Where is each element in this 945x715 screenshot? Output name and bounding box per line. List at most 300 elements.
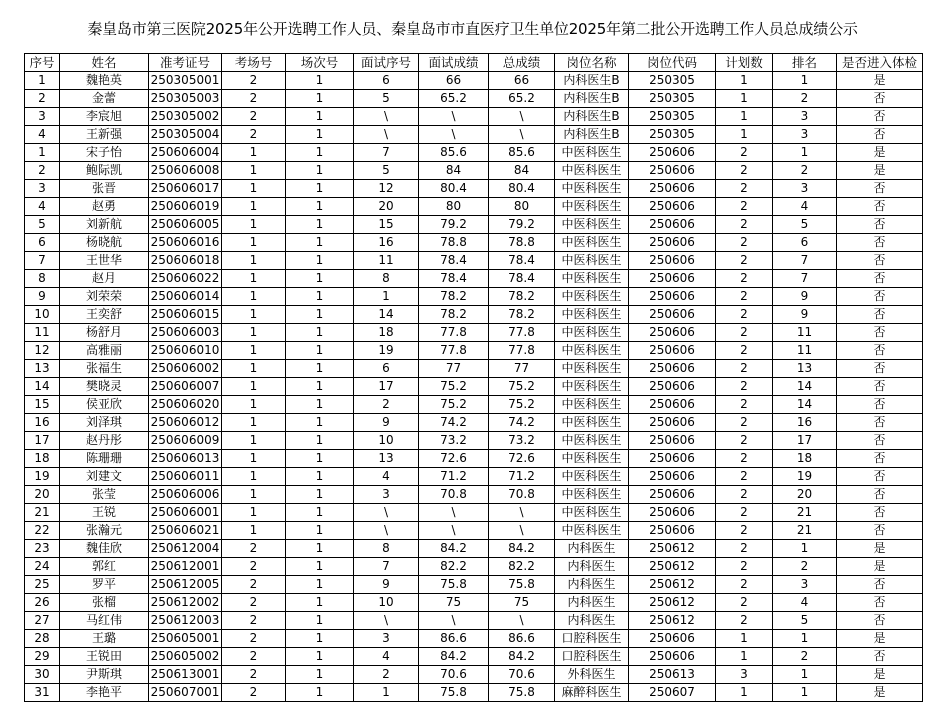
cell-interview-order: 6 — [354, 72, 419, 90]
cell-total-score: 77.8 — [489, 342, 555, 360]
cell-ticket-number: 250612003 — [149, 612, 222, 630]
cell-post-code: 250606 — [629, 414, 716, 432]
cell-interview-score: 78.2 — [419, 288, 489, 306]
cell-post-code: 250606 — [629, 630, 716, 648]
cell-session: 1 — [286, 216, 354, 234]
cell-session: 1 — [286, 396, 354, 414]
cell-session: 1 — [286, 198, 354, 216]
cell-interview-order: \ — [354, 612, 419, 630]
cell-name: 杨舒月 — [60, 324, 149, 342]
cell-ticket-number: 250606010 — [149, 342, 222, 360]
cell-post-name: 内科医生B — [555, 90, 629, 108]
cell-rank: 18 — [773, 450, 837, 468]
cell-index: 6 — [25, 234, 60, 252]
cell-exam-room: 1 — [222, 486, 286, 504]
cell-post-code: 250606 — [629, 234, 716, 252]
cell-interview-score: 77.8 — [419, 324, 489, 342]
cell-total-score: \ — [489, 522, 555, 540]
cell-total-score: 74.2 — [489, 414, 555, 432]
cell-exam-room: 1 — [222, 216, 286, 234]
table-header-row — [25, 54, 923, 72]
cell-post-name: 内科医生 — [555, 612, 629, 630]
cell-interview-order: 2 — [354, 666, 419, 684]
cell-exam-room: 2 — [222, 126, 286, 144]
cell-exam-room: 1 — [222, 468, 286, 486]
cell-exam-room: 1 — [222, 180, 286, 198]
cell-post-name: 中医科医生 — [555, 360, 629, 378]
cell-rank: 1 — [773, 630, 837, 648]
cell-interview-order: 4 — [354, 468, 419, 486]
cell-name: 魏艳英 — [60, 72, 149, 90]
cell-rank: 2 — [773, 648, 837, 666]
cell-ticket-number: 250606015 — [149, 306, 222, 324]
cell-plan-count: 1 — [716, 648, 773, 666]
cell-post-name: 中医科医生 — [555, 198, 629, 216]
cell-physical-exam: 否 — [837, 504, 923, 522]
cell-interview-order: 10 — [354, 594, 419, 612]
cell-interview-score: 86.6 — [419, 630, 489, 648]
cell-index: 2 — [25, 162, 60, 180]
table-row — [25, 630, 923, 648]
cell-post-code: 250606 — [629, 360, 716, 378]
cell-physical-exam: 否 — [837, 198, 923, 216]
cell-session: 1 — [286, 648, 354, 666]
table-row — [25, 270, 923, 288]
cell-ticket-number: 250612005 — [149, 576, 222, 594]
cell-name: 张榴 — [60, 594, 149, 612]
cell-interview-order: 16 — [354, 234, 419, 252]
cell-plan-count: 2 — [716, 432, 773, 450]
cell-rank: 2 — [773, 90, 837, 108]
cell-index: 16 — [25, 414, 60, 432]
cell-exam-room: 2 — [222, 540, 286, 558]
cell-rank: 5 — [773, 216, 837, 234]
cell-interview-score: 85.6 — [419, 144, 489, 162]
cell-ticket-number: 250606012 — [149, 414, 222, 432]
cell-plan-count: 3 — [716, 666, 773, 684]
header-ticket-number: 准考证号 — [149, 54, 222, 72]
table-row — [25, 612, 923, 630]
table-row — [25, 198, 923, 216]
cell-interview-order: \ — [354, 126, 419, 144]
cell-post-code: 250606 — [629, 288, 716, 306]
cell-name: 杨晓航 — [60, 234, 149, 252]
header-rank: 排名 — [773, 54, 837, 72]
table-row — [25, 576, 923, 594]
cell-ticket-number: 250606007 — [149, 378, 222, 396]
cell-interview-order: 11 — [354, 252, 419, 270]
cell-post-code: 250305 — [629, 108, 716, 126]
cell-ticket-number: 250607001 — [149, 684, 222, 702]
cell-rank: 14 — [773, 378, 837, 396]
cell-interview-order: 15 — [354, 216, 419, 234]
cell-total-score: \ — [489, 504, 555, 522]
cell-index: 19 — [25, 468, 60, 486]
cell-post-name: 中医科医生 — [555, 432, 629, 450]
cell-index: 4 — [25, 126, 60, 144]
cell-session: 1 — [286, 144, 354, 162]
cell-interview-order: 9 — [354, 414, 419, 432]
cell-physical-exam: 否 — [837, 234, 923, 252]
cell-physical-exam: 是 — [837, 666, 923, 684]
cell-post-code: 250606 — [629, 144, 716, 162]
cell-interview-score: 77 — [419, 360, 489, 378]
cell-post-code: 250606 — [629, 432, 716, 450]
cell-ticket-number: 250612001 — [149, 558, 222, 576]
cell-name: 刘荣荣 — [60, 288, 149, 306]
cell-post-name: 中医科医生 — [555, 414, 629, 432]
cell-name: 王世华 — [60, 252, 149, 270]
cell-session: 1 — [286, 90, 354, 108]
cell-rank: 1 — [773, 666, 837, 684]
cell-plan-count: 1 — [716, 108, 773, 126]
header-interview-score: 面试成绩 — [419, 54, 489, 72]
cell-session: 1 — [286, 684, 354, 702]
cell-physical-exam: 否 — [837, 108, 923, 126]
cell-interview-order: 5 — [354, 162, 419, 180]
cell-post-code: 250606 — [629, 180, 716, 198]
table-row — [25, 288, 923, 306]
cell-interview-score: 75.2 — [419, 378, 489, 396]
cell-interview-order: 3 — [354, 486, 419, 504]
cell-total-score: 84.2 — [489, 540, 555, 558]
cell-ticket-number: 250606002 — [149, 360, 222, 378]
cell-post-code: 250606 — [629, 378, 716, 396]
table-row — [25, 558, 923, 576]
cell-exam-room: 1 — [222, 306, 286, 324]
cell-post-code: 250606 — [629, 450, 716, 468]
cell-session: 1 — [286, 306, 354, 324]
cell-plan-count: 2 — [716, 198, 773, 216]
cell-plan-count: 2 — [716, 594, 773, 612]
cell-physical-exam: 否 — [837, 468, 923, 486]
table-row — [25, 540, 923, 558]
cell-plan-count: 1 — [716, 90, 773, 108]
cell-interview-score: 84.2 — [419, 648, 489, 666]
cell-total-score: 80.4 — [489, 180, 555, 198]
cell-name: 赵丹彤 — [60, 432, 149, 450]
cell-post-name: 中医科医生 — [555, 144, 629, 162]
cell-post-name: 中医科医生 — [555, 288, 629, 306]
cell-physical-exam: 否 — [837, 324, 923, 342]
cell-index: 9 — [25, 288, 60, 306]
cell-total-score: 82.2 — [489, 558, 555, 576]
cell-ticket-number: 250305001 — [149, 72, 222, 90]
cell-index: 26 — [25, 594, 60, 612]
cell-post-code: 250606 — [629, 522, 716, 540]
cell-rank: 13 — [773, 360, 837, 378]
cell-name: 张瀚元 — [60, 522, 149, 540]
cell-index: 12 — [25, 342, 60, 360]
cell-physical-exam: 否 — [837, 378, 923, 396]
cell-post-code: 250305 — [629, 72, 716, 90]
cell-total-score: 75 — [489, 594, 555, 612]
cell-index: 10 — [25, 306, 60, 324]
cell-plan-count: 2 — [716, 396, 773, 414]
cell-session: 1 — [286, 72, 354, 90]
cell-total-score: 78.8 — [489, 234, 555, 252]
cell-rank: 9 — [773, 306, 837, 324]
cell-session: 1 — [286, 108, 354, 126]
cell-rank: 11 — [773, 324, 837, 342]
cell-plan-count: 2 — [716, 504, 773, 522]
cell-index: 15 — [25, 396, 60, 414]
cell-name: 金蕾 — [60, 90, 149, 108]
cell-name: 李宸旭 — [60, 108, 149, 126]
cell-post-name: 中医科医生 — [555, 180, 629, 198]
page-title: 秦皇岛市第三医院2025年公开选聘工作人员、秦皇岛市市直医疗卫生单位2025年第二批公开选聘工作人员总成绩公示 — [87, 20, 858, 38]
table-row — [25, 342, 923, 360]
cell-ticket-number: 250305003 — [149, 90, 222, 108]
cell-session: 1 — [286, 432, 354, 450]
cell-interview-order: 19 — [354, 342, 419, 360]
cell-plan-count: 1 — [716, 684, 773, 702]
cell-ticket-number: 250606021 — [149, 522, 222, 540]
cell-ticket-number: 250606009 — [149, 432, 222, 450]
cell-total-score: 77.8 — [489, 324, 555, 342]
table-row — [25, 126, 923, 144]
table-body — [25, 72, 923, 702]
cell-post-name: 中医科医生 — [555, 522, 629, 540]
cell-post-code: 250305 — [629, 90, 716, 108]
cell-interview-score: 75 — [419, 594, 489, 612]
cell-rank: 7 — [773, 270, 837, 288]
cell-post-name: 中医科医生 — [555, 252, 629, 270]
cell-rank: 1 — [773, 540, 837, 558]
cell-interview-score: 78.4 — [419, 252, 489, 270]
cell-physical-exam: 否 — [837, 450, 923, 468]
cell-index: 29 — [25, 648, 60, 666]
table-row — [25, 666, 923, 684]
cell-exam-room: 1 — [222, 360, 286, 378]
cell-post-name: 口腔科医生 — [555, 648, 629, 666]
cell-physical-exam: 否 — [837, 90, 923, 108]
table-row — [25, 324, 923, 342]
cell-interview-order: 8 — [354, 270, 419, 288]
table-row — [25, 162, 923, 180]
cell-total-score: 78.4 — [489, 252, 555, 270]
cell-index: 1 — [25, 144, 60, 162]
cell-session: 1 — [286, 594, 354, 612]
cell-exam-room: 2 — [222, 72, 286, 90]
cell-exam-room: 1 — [222, 378, 286, 396]
cell-post-code: 250606 — [629, 396, 716, 414]
cell-exam-room: 1 — [222, 324, 286, 342]
cell-name: 张福生 — [60, 360, 149, 378]
cell-total-score: \ — [489, 612, 555, 630]
cell-total-score: 75.8 — [489, 684, 555, 702]
cell-plan-count: 2 — [716, 252, 773, 270]
cell-total-score: 73.2 — [489, 432, 555, 450]
cell-interview-order: 7 — [354, 558, 419, 576]
cell-plan-count: 2 — [716, 612, 773, 630]
cell-interview-order: 4 — [354, 648, 419, 666]
cell-rank: 3 — [773, 108, 837, 126]
cell-ticket-number: 250606020 — [149, 396, 222, 414]
cell-index: 1 — [25, 72, 60, 90]
cell-plan-count: 1 — [716, 126, 773, 144]
cell-ticket-number: 250606001 — [149, 504, 222, 522]
cell-session: 1 — [286, 612, 354, 630]
cell-exam-room: 1 — [222, 144, 286, 162]
cell-interview-order: 9 — [354, 576, 419, 594]
cell-index: 31 — [25, 684, 60, 702]
table-row — [25, 90, 923, 108]
cell-physical-exam: 否 — [837, 126, 923, 144]
cell-physical-exam: 否 — [837, 576, 923, 594]
cell-post-code: 250606 — [629, 252, 716, 270]
cell-post-name: 中医科医生 — [555, 378, 629, 396]
cell-index: 24 — [25, 558, 60, 576]
cell-name: 高雅丽 — [60, 342, 149, 360]
cell-post-name: 内科医生 — [555, 540, 629, 558]
cell-total-score: 78.4 — [489, 270, 555, 288]
cell-total-score: 85.6 — [489, 144, 555, 162]
cell-plan-count: 1 — [716, 630, 773, 648]
cell-physical-exam: 是 — [837, 684, 923, 702]
cell-post-code: 250612 — [629, 612, 716, 630]
cell-interview-order: 8 — [354, 540, 419, 558]
table-row — [25, 378, 923, 396]
cell-ticket-number: 250605002 — [149, 648, 222, 666]
cell-session: 1 — [286, 252, 354, 270]
cell-interview-order: 10 — [354, 432, 419, 450]
cell-rank: 1 — [773, 72, 837, 90]
table-row — [25, 216, 923, 234]
table-row — [25, 486, 923, 504]
cell-plan-count: 1 — [716, 72, 773, 90]
cell-session: 1 — [286, 630, 354, 648]
cell-ticket-number: 250606018 — [149, 252, 222, 270]
cell-plan-count: 2 — [716, 216, 773, 234]
cell-index: 5 — [25, 216, 60, 234]
cell-name: 樊晓灵 — [60, 378, 149, 396]
cell-name: 王锐田 — [60, 648, 149, 666]
cell-session: 1 — [286, 486, 354, 504]
cell-plan-count: 2 — [716, 414, 773, 432]
cell-interview-score: 80.4 — [419, 180, 489, 198]
cell-rank: 2 — [773, 162, 837, 180]
cell-total-score: 80 — [489, 198, 555, 216]
cell-interview-score: 84.2 — [419, 540, 489, 558]
table-row — [25, 468, 923, 486]
table-row — [25, 396, 923, 414]
cell-session: 1 — [286, 126, 354, 144]
cell-interview-score: 72.6 — [419, 450, 489, 468]
cell-plan-count: 2 — [716, 450, 773, 468]
cell-physical-exam: 否 — [837, 522, 923, 540]
cell-physical-exam: 是 — [837, 162, 923, 180]
cell-exam-room: 2 — [222, 576, 286, 594]
cell-index: 25 — [25, 576, 60, 594]
cell-index: 11 — [25, 324, 60, 342]
cell-physical-exam: 是 — [837, 144, 923, 162]
cell-post-code: 250607 — [629, 684, 716, 702]
cell-physical-exam: 否 — [837, 432, 923, 450]
cell-physical-exam: 否 — [837, 180, 923, 198]
cell-index: 2 — [25, 90, 60, 108]
cell-name: 赵月 — [60, 270, 149, 288]
cell-rank: 1 — [773, 144, 837, 162]
cell-ticket-number: 250612002 — [149, 594, 222, 612]
cell-physical-exam: 是 — [837, 630, 923, 648]
cell-ticket-number: 250606005 — [149, 216, 222, 234]
cell-ticket-number: 250606022 — [149, 270, 222, 288]
cell-index: 14 — [25, 378, 60, 396]
cell-index: 18 — [25, 450, 60, 468]
cell-rank: 19 — [773, 468, 837, 486]
cell-rank: 4 — [773, 594, 837, 612]
cell-physical-exam: 否 — [837, 594, 923, 612]
cell-exam-room: 1 — [222, 162, 286, 180]
cell-interview-score: \ — [419, 504, 489, 522]
cell-exam-room: 1 — [222, 342, 286, 360]
cell-plan-count: 2 — [716, 378, 773, 396]
cell-ticket-number: 250606011 — [149, 468, 222, 486]
cell-total-score: 70.6 — [489, 666, 555, 684]
cell-name: 陈珊珊 — [60, 450, 149, 468]
cell-post-name: 中医科医生 — [555, 450, 629, 468]
table-row — [25, 360, 923, 378]
cell-post-name: 外科医生 — [555, 666, 629, 684]
cell-index: 27 — [25, 612, 60, 630]
cell-index: 4 — [25, 198, 60, 216]
cell-plan-count: 2 — [716, 162, 773, 180]
cell-interview-score: \ — [419, 612, 489, 630]
cell-exam-room: 2 — [222, 558, 286, 576]
cell-post-name: 麻醉科医生 — [555, 684, 629, 702]
cell-physical-exam: 否 — [837, 216, 923, 234]
table-row — [25, 144, 923, 162]
cell-plan-count: 2 — [716, 324, 773, 342]
cell-total-score: \ — [489, 126, 555, 144]
cell-post-code: 250606 — [629, 342, 716, 360]
cell-ticket-number: 250606019 — [149, 198, 222, 216]
cell-session: 1 — [286, 540, 354, 558]
table-row — [25, 252, 923, 270]
table-row — [25, 432, 923, 450]
table-row — [25, 108, 923, 126]
cell-rank: 7 — [773, 252, 837, 270]
cell-post-code: 250606 — [629, 306, 716, 324]
cell-total-score: 84.2 — [489, 648, 555, 666]
cell-post-code: 250606 — [629, 648, 716, 666]
cell-interview-order: \ — [354, 504, 419, 522]
cell-ticket-number: 250305004 — [149, 126, 222, 144]
cell-interview-order: 14 — [354, 306, 419, 324]
cell-session: 1 — [286, 342, 354, 360]
cell-session: 1 — [286, 450, 354, 468]
cell-session: 1 — [286, 162, 354, 180]
cell-session: 1 — [286, 180, 354, 198]
cell-post-code: 250606 — [629, 216, 716, 234]
cell-name: 宋子怡 — [60, 144, 149, 162]
cell-post-code: 250612 — [629, 540, 716, 558]
cell-total-score: 71.2 — [489, 468, 555, 486]
cell-post-name: 内科医生 — [555, 594, 629, 612]
cell-name: 赵勇 — [60, 198, 149, 216]
cell-exam-room: 2 — [222, 90, 286, 108]
cell-name: 王新强 — [60, 126, 149, 144]
cell-name: 李艳平 — [60, 684, 149, 702]
cell-rank: 4 — [773, 198, 837, 216]
cell-index: 8 — [25, 270, 60, 288]
cell-interview-score: 70.8 — [419, 486, 489, 504]
header-total-score: 总成绩 — [489, 54, 555, 72]
cell-physical-exam: 否 — [837, 270, 923, 288]
table-row — [25, 234, 923, 252]
cell-interview-score: 74.2 — [419, 414, 489, 432]
